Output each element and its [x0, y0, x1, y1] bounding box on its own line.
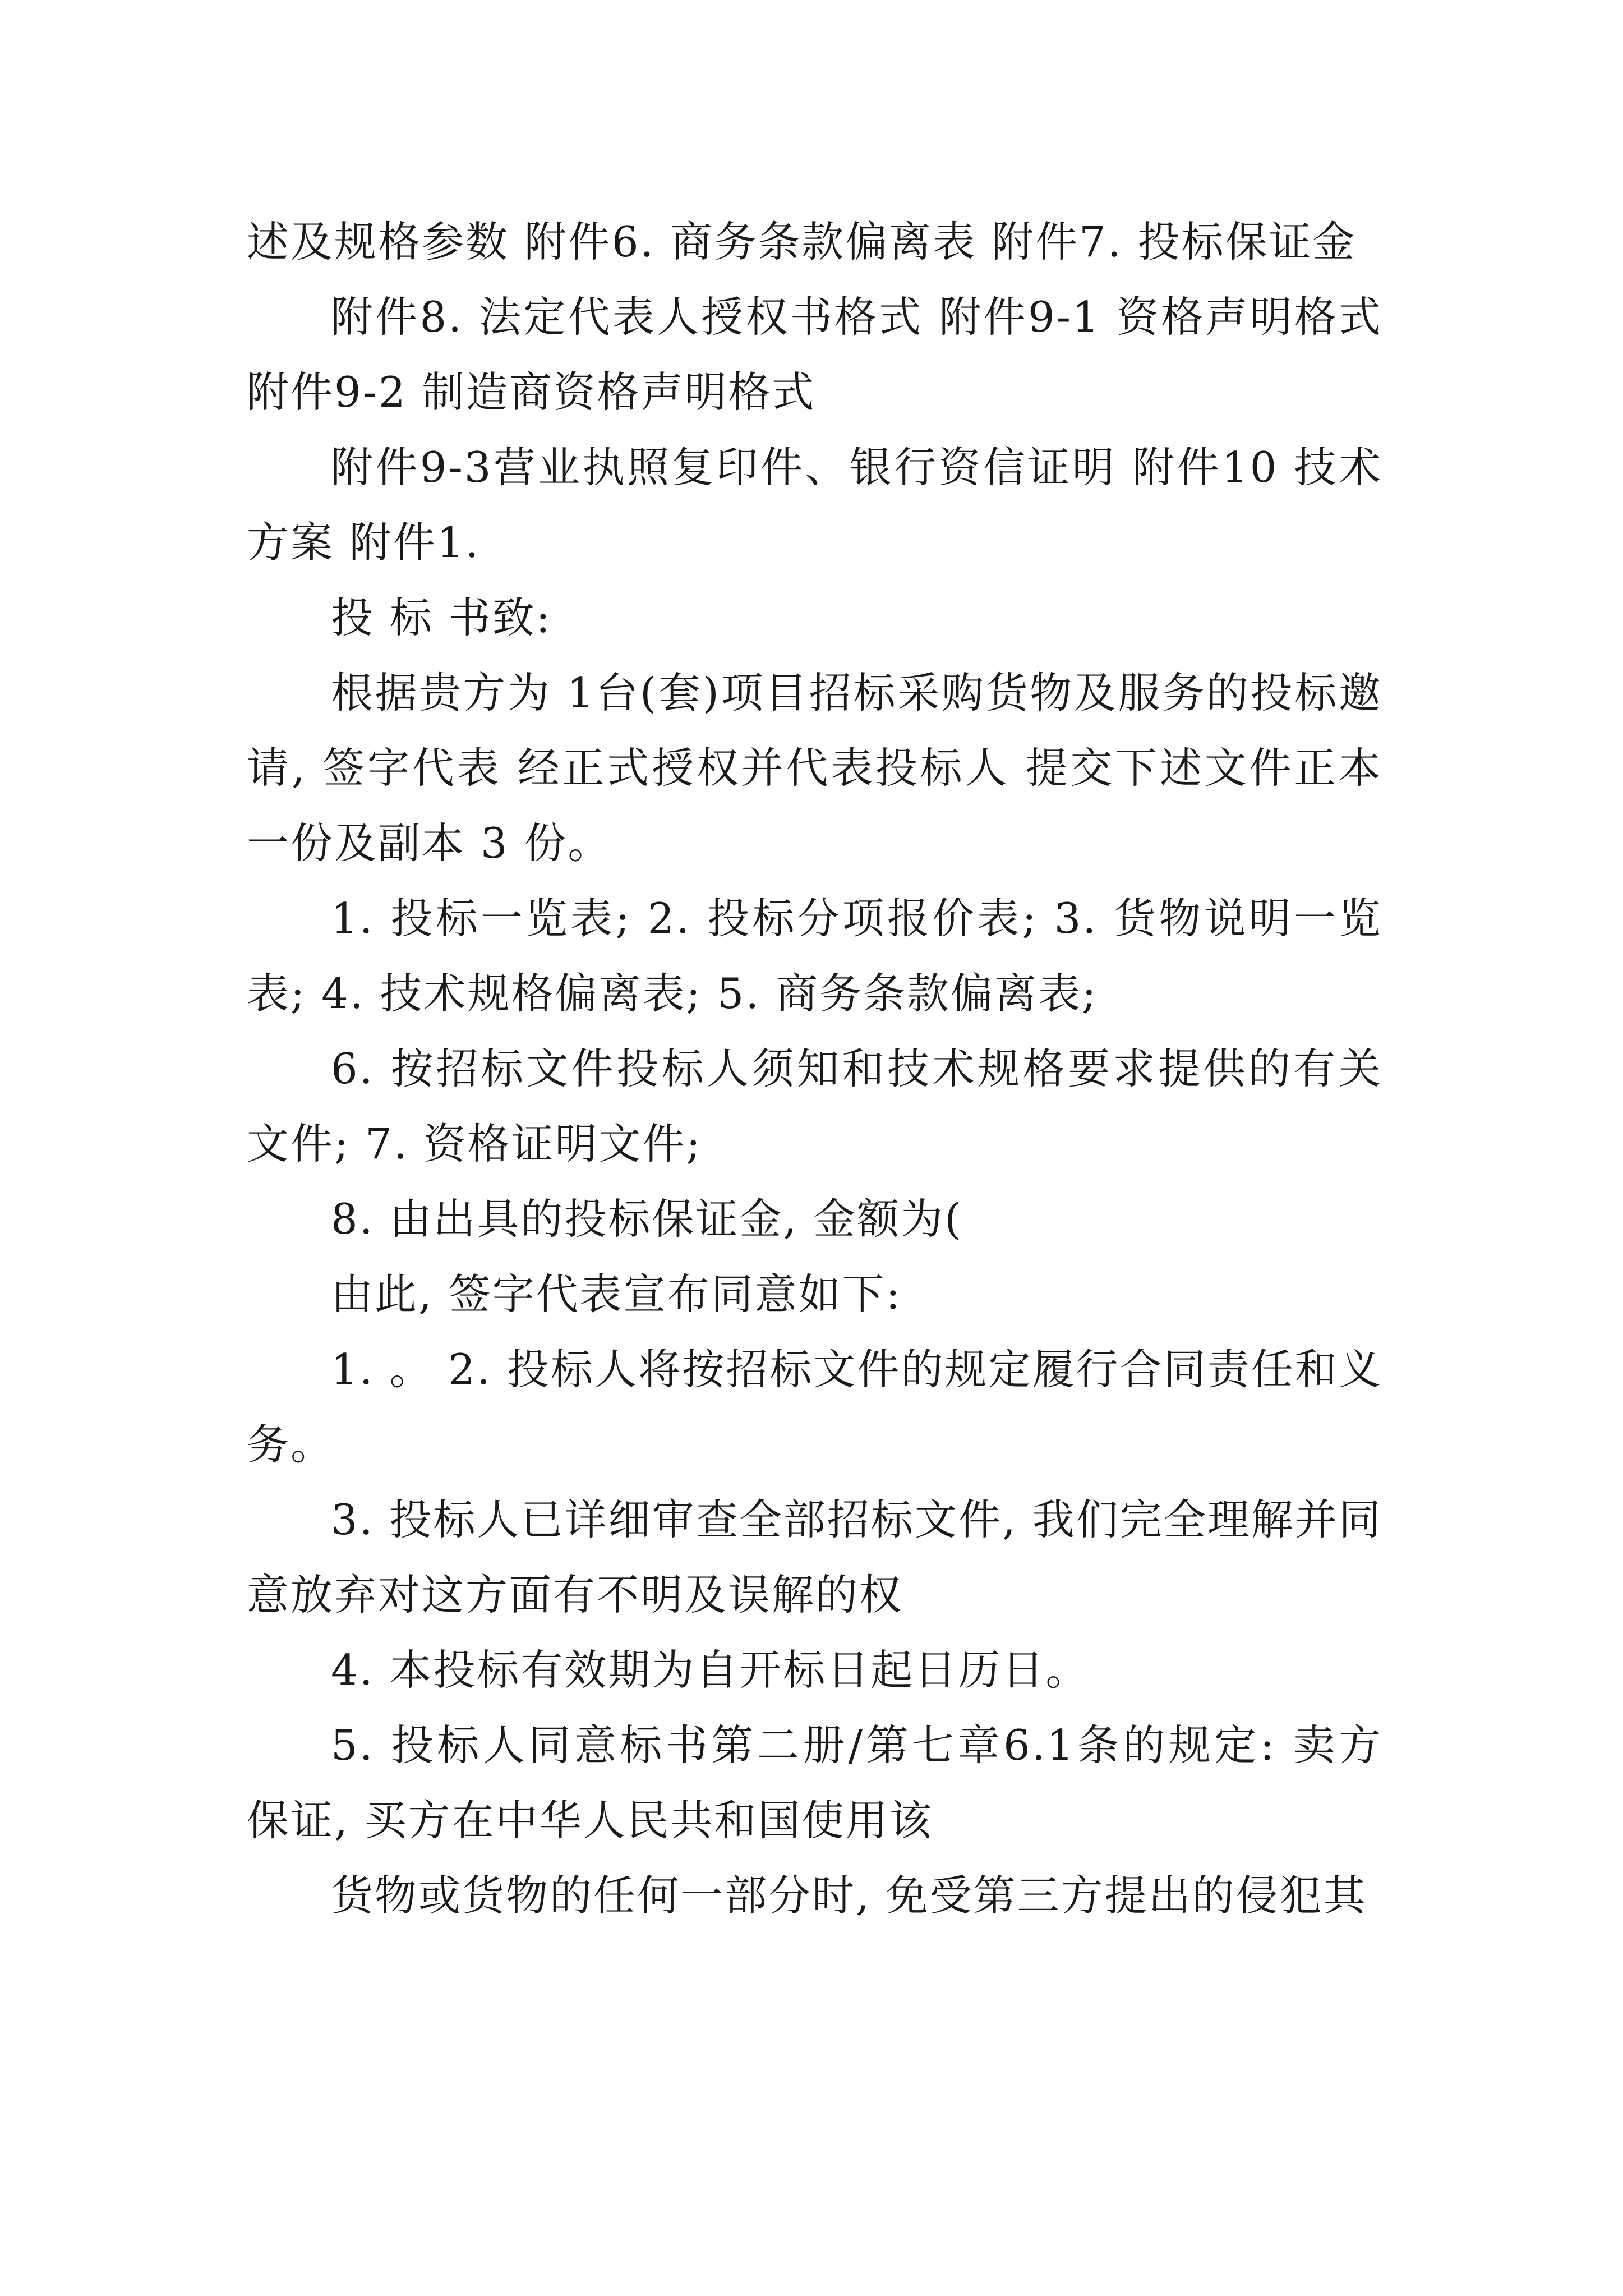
paragraph-agreement-3: 3. 投标人已详细审查全部招标文件, 我们完全理解并同意放弃对这方面有不明及误解的权 [247, 1495, 1382, 1619]
paragraph-documents-list-6-7: 6. 按招标文件投标人须知和技术规格要求提供的有关文件; 7. 资格证明文件; [247, 1044, 1382, 1168]
paragraph-attachments-8-9: 附件8. 法定代表人授权书格式 附件9-1 资格声明格式 附件9-2 制造商资格声明格式 [247, 292, 1382, 417]
paragraph-attachments-continued: 述及规格参数 附件6. 商务条款偏离表 附件7. 投标保证金 [247, 217, 1357, 266]
paragraph-attachments-9-3-10: 附件9-3营业执照复印件、银行资信证明 附件10 技术方案 附件1. [247, 443, 1382, 567]
paragraph-agreement-4: 4. 本投标有效期为自开标日起日历日。 [331, 1645, 1090, 1695]
paragraph-agreement-intro: 由此, 签字代表宣布同意如下: [331, 1269, 902, 1319]
document-body [247, 204, 1382, 1933]
paragraph-bid-invitation: 根据贵方为 1台(套)项目招标采购货物及服务的投标邀请, 签字代表 经正式授权并代表投标人 提交下述文件正本一份及副本 3 份。 [247, 668, 1382, 868]
paragraph-agreement-5-continued: 货物或货物的任何一部分时, 免受第三方提出的侵犯其 [331, 1871, 1367, 1920]
paragraph-bid-letter-heading: 投 标 书致: [331, 593, 552, 642]
paragraph-bid-bond: 8. 由出具的投标保证金, 金额为( [331, 1194, 963, 1244]
paragraph-agreement-5: 5. 投标人同意标书第二册/第七章6.1条的规定: 卖方保证, 买方在中华人民共和国使用该 [247, 1720, 1382, 1845]
paragraph-agreement-1-2: 1. 。 2. 投标人将按招标文件的规定履行合同责任和义务。 [247, 1345, 1382, 1469]
paragraph-documents-list-1-5: 1. 投标一览表; 2. 投标分项报价表; 3. 货物说明一览表; 4. 技术规格偏离表; 5. 商务条款偏离表; [247, 894, 1382, 1018]
